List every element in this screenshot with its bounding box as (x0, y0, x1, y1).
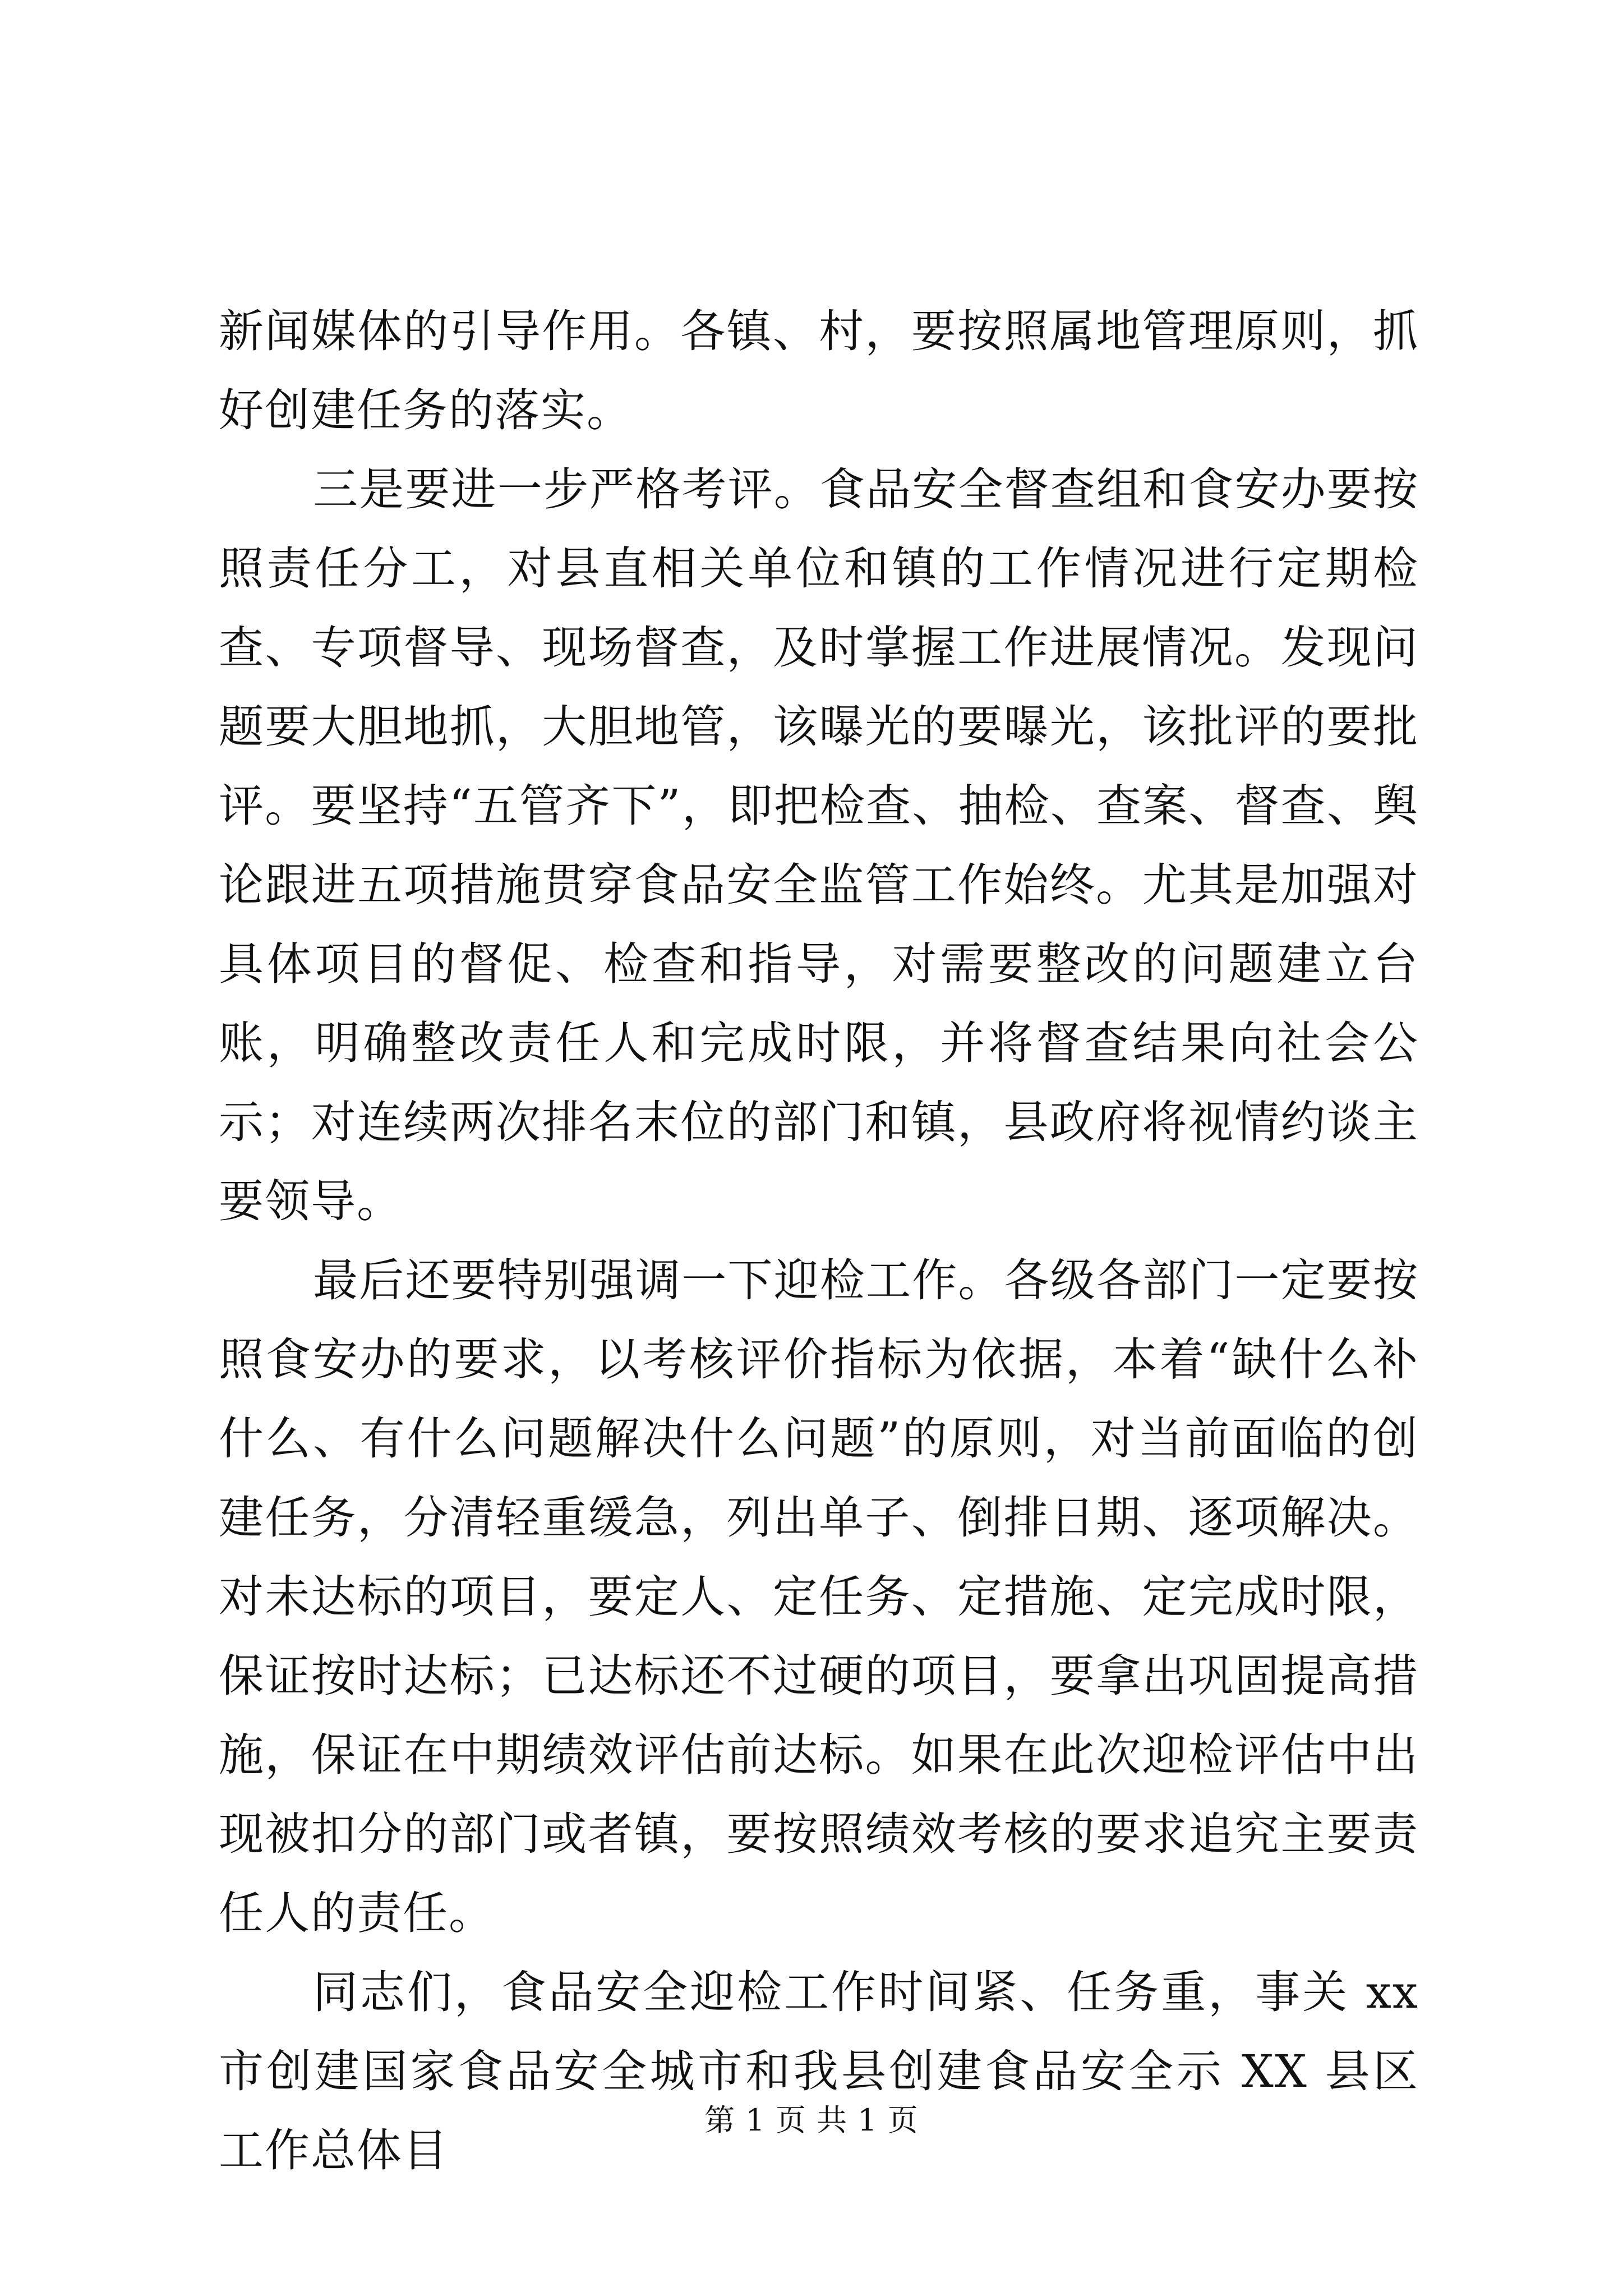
paragraph-comrades: 同志们，食品安全迎检工作时间紧、任务重，事关 xx 市创建国家食品安全城市和我县创建食品安全示 XX 县区工作总体目 (219, 1966, 1419, 2177)
paragraph-continuation: 新闻媒体的引导作用。各镇、村，要按照属地管理原则，抓好创建任务的落实。 (219, 305, 1419, 436)
document-body (219, 292, 1419, 2190)
paragraph-strict-evaluation: 三是要进一步严格考评。食品安全督查组和食安办要按照责任分工，对县直相关单位和镇的工作情况进行定期检查、专项督导、现场督查，及时掌握工作进展情况。发现问题要大胆地抓，大胆地管，该曝光的要曝光，该批评的要批评。要坚持“五管齐下”，即把检查、抽检、查案、督查、舆论跟进五项措施贯穿食品安全监管工作始终。尤其是加强对具体项目的督促、检查和指导，对需要整改的问题建立台账，明确整改责任人和完成时限，并将督查结果向社会公示；对连续两次排名末位的部门和镇，县政府将视情约谈主要领导。 (219, 463, 1419, 1227)
page-footer: 第 1 页 共 1 页 (704, 2102, 919, 2138)
paragraph-inspection-work: 最后还要特别强调一下迎检工作。各级各部门一定要按照食安办的要求，以考核评价指标为依据，本着“缺什么补什么、有什么问题解决什么问题”的原则，对当前面临的创建任务，分清轻重缓急，列出单子、倒排日期、逐项解决。对未达标的项目，要定人、定任务、定措施、定完成时限，保证按时达标；已达标还不过硬的项目，要拿出巩固提高措施，保证在中期绩效评估前达标。如果在此次迎检评估中出现被扣分的部门或者镇，要按照绩效考核的要求追究主要责任人的责任。 (219, 1254, 1419, 1939)
